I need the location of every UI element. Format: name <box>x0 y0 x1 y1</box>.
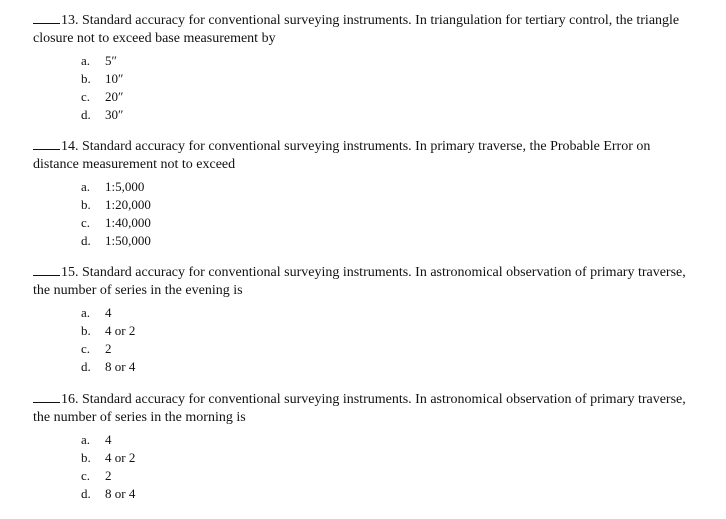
question-stem: 15. Standard accuracy for conventional surveying instruments. In astronomical observation of primary traverse, the number of series in the evening is <box>33 265 686 298</box>
question-stem: 16. Standard accuracy for conventional surveying instruments. In astronomical observation of primary traverse, the number of series in the morning is <box>33 392 686 425</box>
choice-a <box>81 52 693 70</box>
choice-letter: b. <box>81 323 91 338</box>
choice-letter: c. <box>81 215 91 230</box>
choice-b <box>81 196 693 214</box>
choice-text: 4 <box>105 432 112 447</box>
choice-a <box>81 304 693 322</box>
choice-a <box>81 431 693 449</box>
question-16 <box>33 391 693 503</box>
choice-text: 1:40,000 <box>105 215 151 230</box>
choice-text: 8 or 4 <box>105 486 136 501</box>
choice-list <box>33 304 693 376</box>
choice-letter: b. <box>81 197 91 212</box>
answer-blank[interactable] <box>33 138 60 150</box>
choice-list <box>33 52 693 124</box>
choice-text: 10″ <box>105 71 124 86</box>
choice-text: 5″ <box>105 53 117 68</box>
choice-b <box>81 322 693 340</box>
choice-b <box>81 449 693 467</box>
choice-b <box>81 70 693 88</box>
choice-text: 20″ <box>105 89 124 104</box>
choice-text: 4 or 2 <box>105 450 136 465</box>
question-stem: 14. Standard accuracy for conventional surveying instruments. In primary traverse, the Probable Error on distance measurement not to exceed <box>33 139 651 172</box>
question-stem: 13. Standard accuracy for conventional surveying instruments. In triangulation for tertiary control, the triangle closure not to exceed base measurement by <box>33 13 680 46</box>
choice-d <box>81 106 693 124</box>
choice-letter: b. <box>81 71 91 86</box>
answer-blank[interactable] <box>33 264 60 276</box>
choice-c <box>81 88 693 106</box>
choice-text: 1:5,000 <box>105 179 145 194</box>
answer-blank[interactable] <box>33 391 60 403</box>
choice-c <box>81 214 693 232</box>
choice-text: 30″ <box>105 107 124 122</box>
choice-letter: a. <box>81 53 91 68</box>
choice-list <box>33 178 693 250</box>
question-13 <box>33 12 693 124</box>
choice-letter: d. <box>81 359 91 374</box>
choice-text: 8 or 4 <box>105 359 136 374</box>
choice-letter: c. <box>81 89 91 104</box>
choice-text: 1:50,000 <box>105 233 151 248</box>
choice-text: 2 <box>105 341 112 356</box>
choice-letter: a. <box>81 432 91 447</box>
choice-a <box>81 178 693 196</box>
choice-text: 2 <box>105 468 112 483</box>
choice-letter: a. <box>81 179 91 194</box>
choice-text: 1:20,000 <box>105 197 151 212</box>
choice-d <box>81 485 693 503</box>
question-15 <box>33 264 693 376</box>
choice-d <box>81 232 693 250</box>
choice-text: 4 or 2 <box>105 323 136 338</box>
choice-letter: d. <box>81 233 91 248</box>
choice-d <box>81 358 693 376</box>
choice-letter: d. <box>81 486 91 501</box>
choice-letter: d. <box>81 107 91 122</box>
choice-c <box>81 467 693 485</box>
answer-blank[interactable] <box>33 12 60 24</box>
choice-list <box>33 431 693 503</box>
choice-c <box>81 340 693 358</box>
choice-text: 4 <box>105 305 112 320</box>
choice-letter: c. <box>81 341 91 356</box>
choice-letter: b. <box>81 450 91 465</box>
question-14 <box>33 138 693 250</box>
choice-letter: c. <box>81 468 91 483</box>
choice-letter: a. <box>81 305 91 320</box>
